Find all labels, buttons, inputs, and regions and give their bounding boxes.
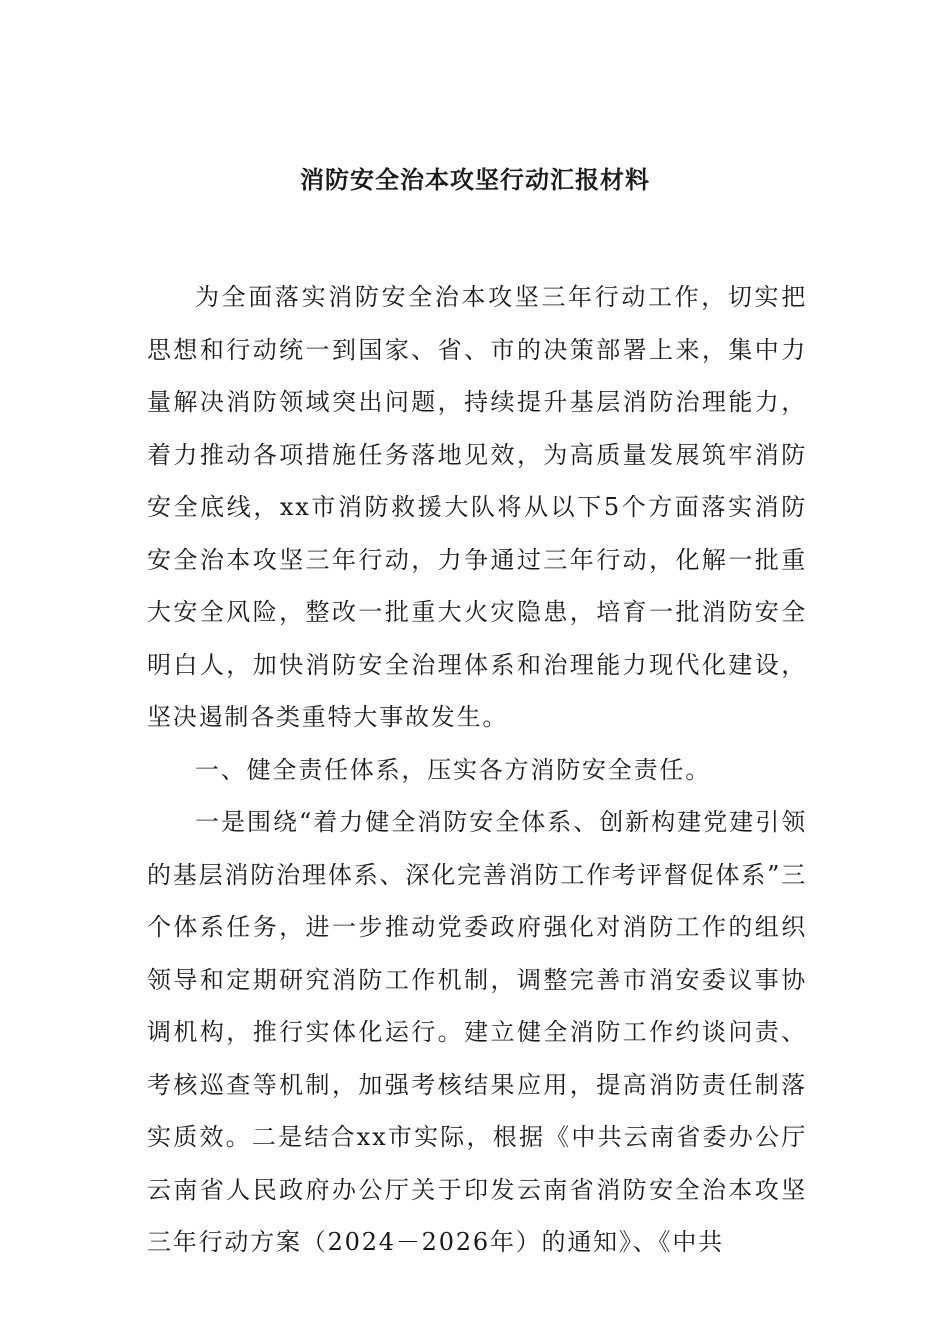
paragraph-section-1: 一是围绕“着力健全消防安全体系、创新构建党建引领的基层消防治理体系、深化完善消防工作考评督促体系”三个体系任务，进一步推动党委政府强化对消防工作的组织领导和定期研究消防工作机制，调整完善市消安委议事协调机构，推行实体化运行。建立健全消防工作约谈问责、考核巡查等机制，加强考核结果应用，提高消防责任制落实质效。二是结合xx市实际，根据《中共云南省委办公厅云南省人民政府办公厅关于印发云南省消防安全治本攻坚三年行动方案（2024－2026年）的通知》、《中共 xyxy=(147,808,807,1256)
document-body xyxy=(147,271,807,1269)
section-heading-1: 一、健全责任体系，压实各方消防安全责任。 xyxy=(195,755,711,784)
document-title: 消防安全治本攻坚行动汇报材料 xyxy=(300,165,650,194)
paragraph-intro: 为全面落实消防安全治本攻坚三年行动工作，切实把思想和行动统一到国家、省、市的决策部署上来，集中力量解决消防领域突出问题，持续提升基层消防治理能力，着力推动各项措施任务落地见效，为高质量发展筑牢消防安全底线，xx市消防救援大队将从以下5个方面落实消防安全治本攻坚三年行动，力争通过三年行动，化解一批重大安全风险，整改一批重大火灾隐患，培育一批消防安全明白人，加快消防安全治理体系和治理能力现代化建设，坚决遏制各类重特大事故发生。 xyxy=(147,283,807,731)
